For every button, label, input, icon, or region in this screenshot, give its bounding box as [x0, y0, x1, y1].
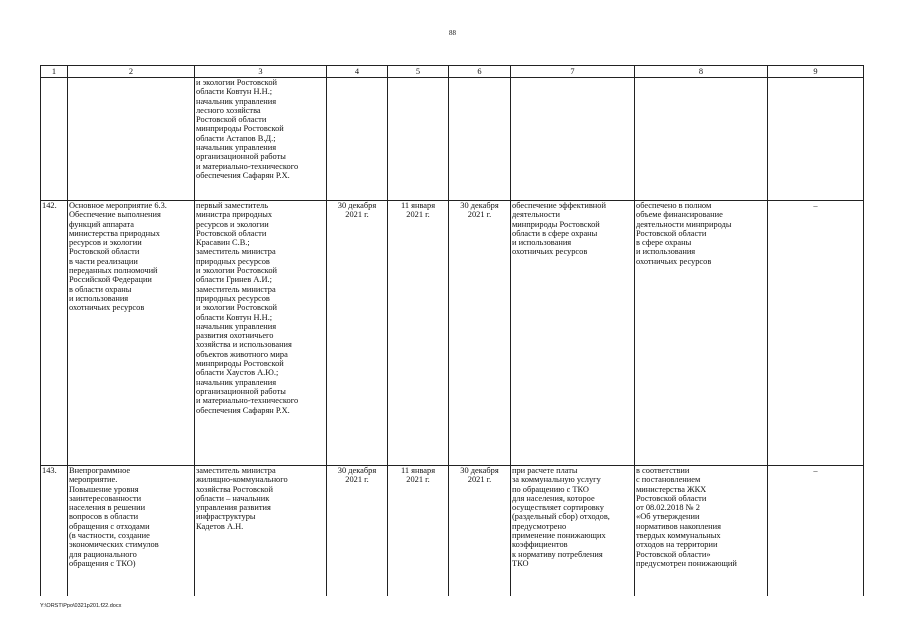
row-number: 143.	[41, 466, 68, 597]
executors: заместитель министра жилищно-коммунального хозяйства Ростовской области – начальник управления развития инфраструктуры Кадетов А.Н.	[195, 466, 327, 597]
executors: и экологии Ростовской области Ковтун Н.Н.; начальник управления лесного хозяйства Ростовской области минприроды Ростовской области Астапов В.Д.; начальник управления организационной работы и материально-технического обеспечения Сафарян Р.Х.	[195, 78, 327, 201]
expected-result: обеспечение эффективной деятельности минприроды Ростовской области в сфере охраны и использования охотничьих ресурсов	[511, 201, 635, 466]
table-row	[41, 466, 864, 597]
planned-date: 30 декабря 2021 г.	[327, 466, 388, 597]
expected-result: при расчете платы за коммунальную услугу по обращению с ТКО для населения, которое осуществляет сортировку (раздельный сбор) отходов, предусмотрено применение понижающих коэффициентов к нормативу потребления ТКО	[511, 466, 635, 597]
executors: первый заместитель министра природных ресурсов и экологии Ростовской области Красавин С.В.; заместитель министра природных ресурсов и экологии Ростовской области Гринев А.И.; заместитель министра природных ресурсов и экологии Ростовской области Ковтун Н.Н.; начальник управления развития охотничьего хозяйства и использования объектов животного мира минприроды Ростовской области Хаустов А.Ю.; начальник управления организационной работы и материально-технического обеспечения Сафарян Р.Х.	[195, 201, 327, 466]
measure-name: Внепрограммное мероприятие. Повышение уровня заинтересованности населения в решении вопросов в области обращения с отходами (в частности, создание экономических стимулов для рационального обращения с ТКО)	[68, 466, 195, 597]
row-number: 142.	[41, 201, 68, 466]
end-date	[449, 78, 511, 201]
actual-result: в соответствии с постановлением министерства ЖКХ Ростовской области от 08.02.2018 № 2 «Об утверждении нормативов накопления твердых коммунальных отходов на территории Ростовской области» предусмотрен понижающий	[635, 466, 768, 597]
column-header: 5	[388, 66, 449, 78]
row-number	[41, 78, 68, 201]
column-header: 1	[41, 66, 68, 78]
actual-result	[635, 78, 768, 201]
column-header: 2	[68, 66, 195, 78]
column-header: 7	[511, 66, 635, 78]
column-9-value: –	[768, 466, 864, 597]
column-header: 6	[449, 66, 511, 78]
page-number: 88	[449, 29, 456, 37]
end-date: 30 декабря 2021 г.	[449, 466, 511, 597]
actual-result: обеспечено в полном объеме финансирование деятельности минприроды Ростовской области в сфере охраны и использования охотничьих ресурсов	[635, 201, 768, 466]
end-date: 30 декабря 2021 г.	[449, 201, 511, 466]
column-9-value	[768, 78, 864, 201]
column-header: 9	[768, 66, 864, 78]
start-date: 11 января 2021 г.	[388, 201, 449, 466]
planned-date: 30 декабря 2021 г.	[327, 201, 388, 466]
column-9-value: –	[768, 201, 864, 466]
table-row	[41, 201, 864, 466]
file-path-footer: Y:\ORST\Ppo\0321p201.f22.docx	[40, 603, 122, 609]
start-date: 11 января 2021 г.	[388, 466, 449, 597]
expected-result	[511, 78, 635, 201]
column-header: 4	[327, 66, 388, 78]
start-date	[388, 78, 449, 201]
column-header: 3	[195, 66, 327, 78]
report-table	[40, 65, 864, 596]
table-row	[41, 78, 864, 201]
table-header-row	[41, 66, 864, 78]
measure-name	[68, 78, 195, 201]
column-header: 8	[635, 66, 768, 78]
planned-date	[327, 78, 388, 201]
measure-name: Основное мероприятие 6.3. Обеспечение выполнения функций аппарата министерства природных ресурсов и экологии Ростовской области в части реализации переданных полномочий Российской Федерации в области охраны и использования охотничьих ресурсов	[68, 201, 195, 466]
